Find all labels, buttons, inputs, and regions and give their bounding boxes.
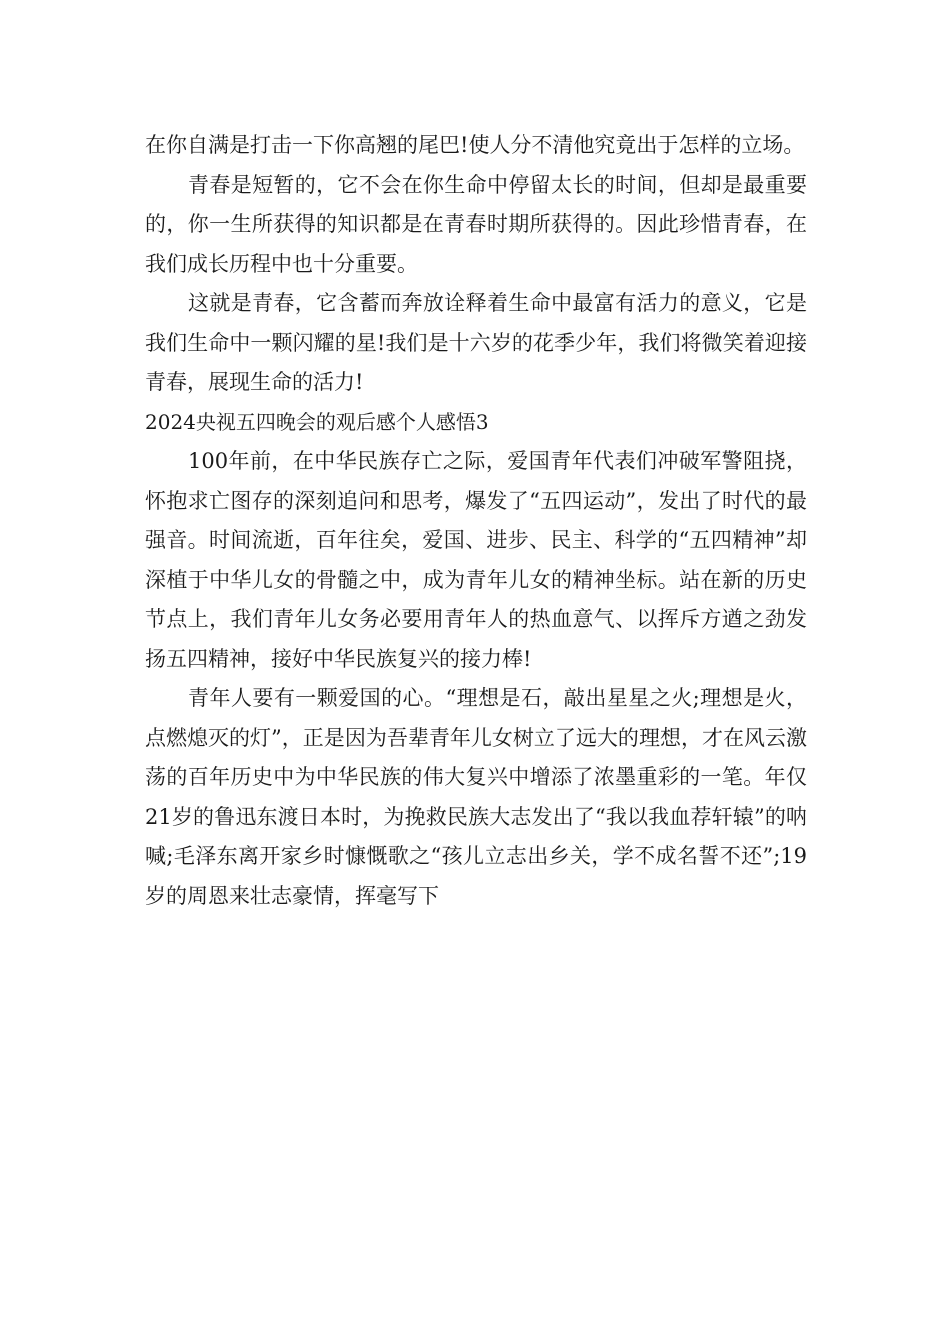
paragraph-patriotic-heart: 青年人要有一颗爱国的心。“理想是石，敲出星星之火;理想是火，点燃熄灭的灯”，正是因为吾辈青年儿女树立了远大的理想，才在风云激荡的百年历史中为中华民族的伟大复兴中增添了浓墨重彩的一笔。年仅21岁的鲁迅东渡日本时，为挽救民族大志发出了“我以我血荐轩辕”的呐喊;毛泽东离开家乡时慷慨歌之“孩儿立志出乡关，学不成名誓不还”;19岁的周恩来壮志豪情，挥毫写下: [145, 686, 807, 908]
section-heading: 2024央视五四晚会的观后感个人感悟3: [145, 409, 489, 434]
paragraph-may-fourth: 100年前，在中华民族存亡之际，爱国青年代表们冲破军警阻挠，怀抱求亡图存的深刻追问和思考，爆发了“五四运动”，发出了时代的最强音。时间流逝，百年往矣，爱国、进步、民主、科学的“五四精神”却深植于中华儿女的骨髓之中，成为青年儿女的精神坐标。站在新的历史节点上，我们青年儿女务必要用青年人的热血意气、以挥斥方遒之劲发扬五四精神，接好中华民族复兴的接力棒!: [145, 449, 807, 671]
paragraph-youth-star: 这就是青春，它含蓄而奔放诠释着生命中最富有活力的意义，它是我们生命中一颗闪耀的星!我们是十六岁的花季少年，我们将微笑着迎接青春，展现生命的活力!: [145, 291, 807, 394]
paragraph-youth-tail: 在你自满是打击一下你高翘的尾巴!使人分不清他究竟出于怎样的立场。: [145, 133, 805, 157]
paragraph-youth-short: 青春是短暂的，它不会在你生命中停留太长的时间，但却是最重要的，你一生所获得的知识都是在青春时期所获得的。因此珍惜青春，在我们成长历程中也十分重要。: [145, 172, 807, 276]
document-page: [145, 126, 807, 916]
